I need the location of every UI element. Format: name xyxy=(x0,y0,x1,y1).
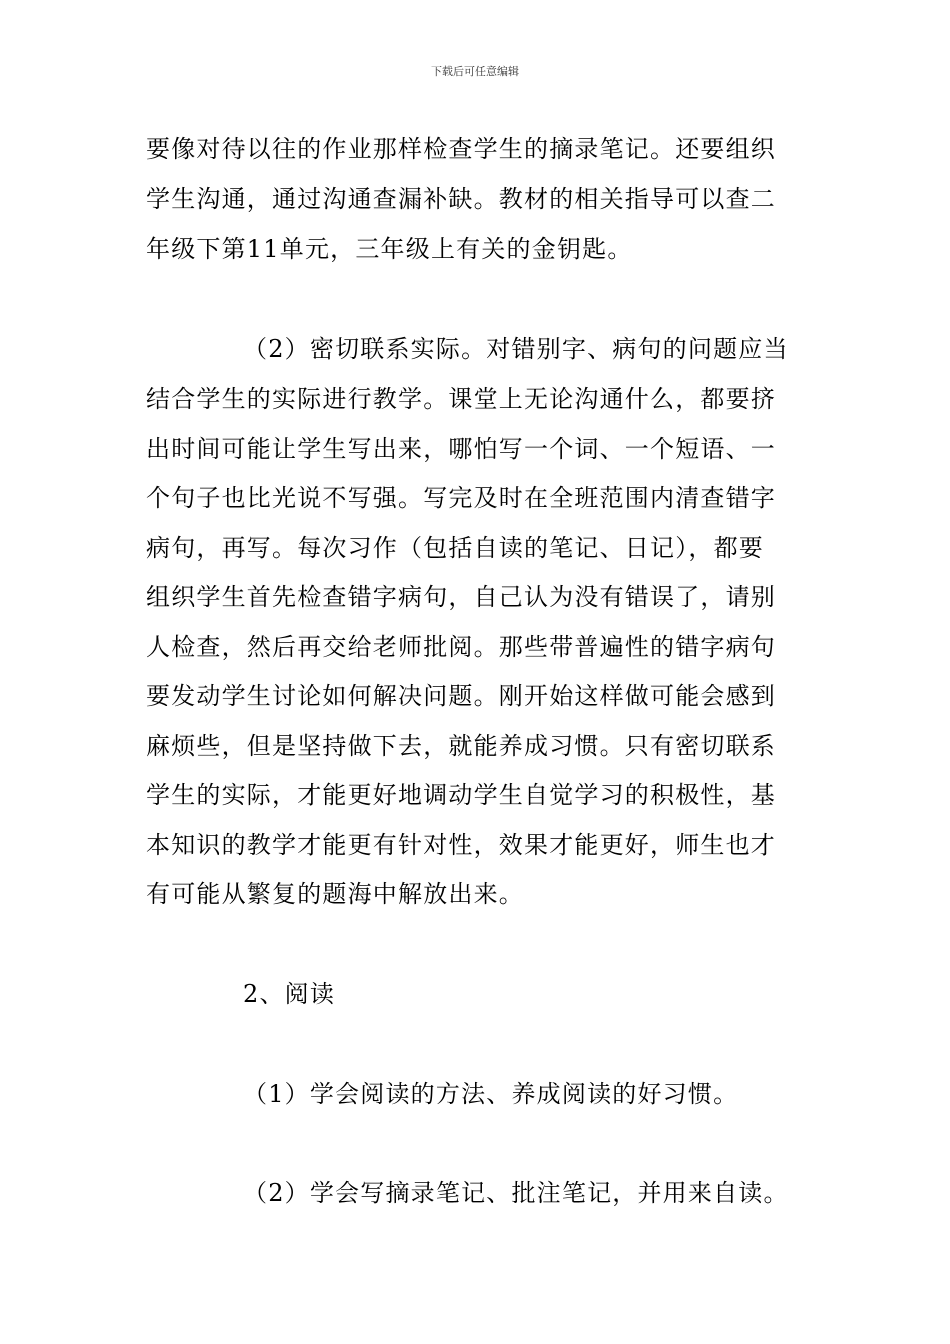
text-line: （1）学会阅读的方法、养成阅读的好习惯。 xyxy=(243,1080,739,1108)
text-line: 年级下第11单元，三年级上有关的金钥匙。 xyxy=(146,235,633,263)
text-line: （2）学会写摘录笔记、批注笔记，并用来自读。 xyxy=(243,1179,789,1207)
text-line: 要像对待以往的作业那样检查学生的摘录笔记。还要组织 xyxy=(146,135,776,163)
text-line: 人检查，然后再交给老师批阅。那些带普遍性的错字病句 xyxy=(146,633,776,661)
text-line: 学生的实际，才能更好地调动学生自觉学习的积极性，基 xyxy=(146,781,776,809)
text-line: 麻烦些，但是坚持做下去，就能养成习惯。只有密切联系 xyxy=(146,732,776,760)
text-line: 组织学生首先检查错字病句，自己认为没有错误了，请别 xyxy=(146,583,776,611)
text-line: 学生沟通，通过沟通查漏补缺。教材的相关指导可以查二 xyxy=(146,185,776,213)
page-header: 下载后可任意编辑 xyxy=(431,65,519,78)
text-line: 病句，再写。每次习作（包括自读的笔记、日记），都要 xyxy=(146,534,764,562)
text-line: 有可能从繁复的题海中解放出来。 xyxy=(146,880,524,908)
text-line: 个句子也比光说不写强。写完及时在全班范围内清查错字 xyxy=(146,484,776,512)
text-line: 本知识的教学才能更有针对性，效果才能更好，师生也才 xyxy=(146,831,776,859)
section-heading: 2、阅读 xyxy=(243,980,336,1008)
text-line: 出时间可能让学生写出来，哪怕写一个词、一个短语、一 xyxy=(146,435,776,463)
text-line: （2）密切联系实际。对错别字、病句的问题应当 xyxy=(243,335,789,363)
text-line: 要发动学生讨论如何解决问题。刚开始这样做可能会感到 xyxy=(146,682,776,710)
text-line: 结合学生的实际进行教学。课堂上无论沟通什么，都要挤 xyxy=(146,385,776,413)
